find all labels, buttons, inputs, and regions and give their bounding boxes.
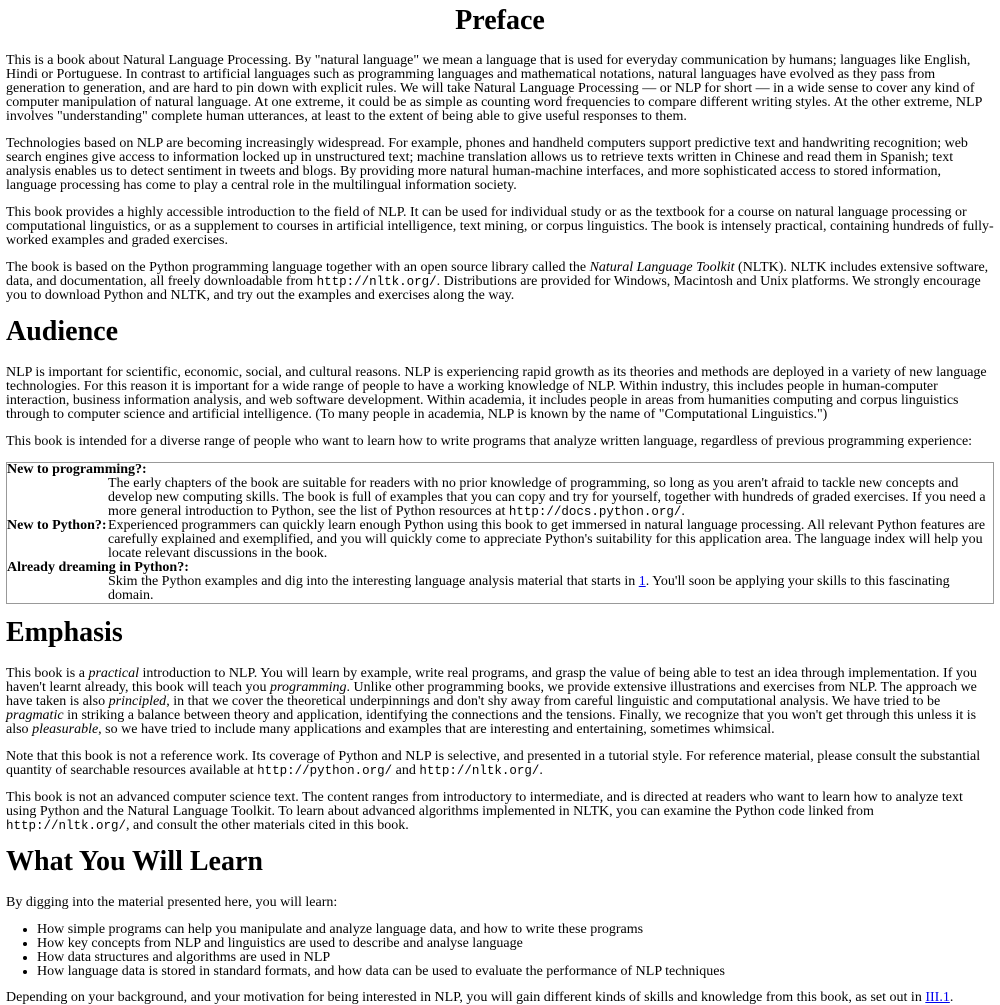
definition-term: New to Python?: xyxy=(7,518,107,533)
url-code: http://nltk.org/ xyxy=(316,275,437,289)
emphasis-word: principled xyxy=(108,694,167,709)
text-run: , so we have tried to include many applications and examples that are interesting and entertaining, sometimes whimsical. xyxy=(98,722,775,737)
definition-description: Experienced programmers can quickly learn enough Python using this book to get immersed in natural language processing. All relevant Python features are carefully explained and exemplified, and you will quickly come to appreciate Python's suitability for this application area. The language index will help you locate relevant discussions in the book. xyxy=(108,518,986,561)
definition-desc-row xyxy=(7,477,993,519)
text-run: The early chapters of the book are suitable for readers with no prior knowledge of programming, so long as you aren't afraid to tackle new concepts and develop new computing skills. The book is full of examples that you can copy and try for yourself, together with hundreds of graded exercises. If you need a more general introduction to Python, see the list of Python resources at xyxy=(108,476,986,519)
learn-outro xyxy=(6,991,994,1005)
definition-term-row xyxy=(7,463,993,477)
emphasis-paragraph-2 xyxy=(6,750,994,778)
intro-paragraph-3: This book provides a highly accessible introduction to the field of NLP. It can be used for individual study or as the textbook for a course on natural language processing or computational linguistics, or as a supplement to courses in artificial intelligence, text mining, or corpus linguistics. The book is intensely practical, containing hundreds of fully-worked examples and graded exercises. xyxy=(6,205,994,248)
learn-intro: By digging into the material presented here, you will learn: xyxy=(6,895,338,910)
definition-term: Already dreaming in Python?: xyxy=(7,560,189,575)
emphasis-paragraph-3 xyxy=(6,791,994,833)
section-heading-what-you-will-learn: What You Will Learn xyxy=(6,846,263,877)
text-run: . Unlike other programming books, we provide extensive illustrations and exercises from NLP. The approach we have taken is also xyxy=(6,680,977,709)
emphasis-word: pleasurable xyxy=(32,722,99,737)
text-run: in striking a balance between theory and application, identifying the connections and the tensions. Finally, we recognize that you won't get through this unless it is also xyxy=(6,708,977,737)
emphasis-paragraph-1 xyxy=(6,667,994,737)
url-code: http://python.org/ xyxy=(257,764,393,778)
page-title: Preface xyxy=(455,5,545,36)
audience-paragraph-2: This book is intended for a diverse range of people who want to learn how to write programs that analyze written language, regardless of previous programming experience: xyxy=(6,434,973,449)
url-code: http://docs.python.org/ xyxy=(508,505,682,519)
section-heading-audience: Audience xyxy=(6,316,118,347)
emphasis-word: programming xyxy=(270,680,347,695)
audience-definition-list xyxy=(6,462,994,604)
definition-term-row xyxy=(7,561,993,575)
url-code: http://nltk.org/ xyxy=(6,819,127,833)
text-run: , in that we cover the theoretical underpinnings and don't shy away from careful linguistic and computational analysis. We have tried to be xyxy=(166,694,941,709)
intro-paragraph-1: This is a book about Natural Language Processing. By "natural language" we mean a language that is used for everyday communication by humans; languages like English, Hindi or Portuguese. In contrast to artificial languages such as programming languages and mathematical notations, natural languages have evolved as they pass from generation to generation, and are hard to pin down with explicit rules. We will take Natural Language Processing — or NLP for short — in a wide sense to cover any kind of computer manipulation of natural language. At one extreme, it could be as simple as counting word frequencies to compare different writing styles. At the other extreme, NLP involves "understanding" complete human utterances, at least to the extent of being able to give useful responses to them. xyxy=(6,53,982,124)
section-heading-emphasis: Emphasis xyxy=(6,617,123,648)
definition-description xyxy=(7,575,993,603)
list-item: • How simple programs can help you manipulate and analyze language data, and how to write these programs xyxy=(37,923,994,937)
definition-description xyxy=(7,477,993,519)
definition-row xyxy=(7,519,993,561)
text-run: , and consult the other materials cited in this book. xyxy=(126,818,409,833)
list-item: • How key concepts from NLP and linguistics are used to describe and analyse language xyxy=(37,937,994,951)
text-run: . You'll soon be applying your skills to this fascinating domain. xyxy=(108,574,950,603)
audience-paragraph-1: NLP is important for scientific, economic, social, and cultural reasons. NLP is experiencing rapid growth as its theories and methods are deployed in a variety of new language technologies. For this reason it is important for a wide range of people to have a working knowledge of NLP. Within industry, this includes people in human-computer interaction, business information analysis, and web software development. Within academia, it includes people in areas from humanities computing and corpus linguistics through to computer science and artificial intelligence. (To many people in academia, NLP is known by the name of "Computational Linguistics.") xyxy=(6,365,987,422)
emphasis-word: pragmatic xyxy=(6,708,64,723)
text-run: Skim the Python examples and dig into the interesting language analysis material that starts in xyxy=(108,574,639,589)
text-run: Depending on your background, and your motivation for being interested in NLP, you will gain different kinds of skills and knowledge from this book, as set out in xyxy=(6,990,926,1005)
text-run: . xyxy=(539,763,543,778)
section-link[interactable]: III.1 xyxy=(925,990,950,1005)
url-code: http://nltk.org/ xyxy=(419,764,540,778)
text-run: Note that this book is not a reference work. Its coverage of Python and NLP is selective, and presented in a tutorial style. For reference material, please consult the substantial quantity of searchable resources available at xyxy=(6,749,981,778)
text-run: . xyxy=(681,504,685,519)
text-run: and xyxy=(392,763,420,778)
text-run: The book is based on the Python programming language together with an open source library called the xyxy=(6,260,590,275)
learn-list xyxy=(6,923,994,979)
definition-term: New to programming?: xyxy=(7,462,147,477)
emphasis-nltk: Natural Language Toolkit xyxy=(589,260,735,275)
text-run: . Distributions are provided for Windows, Macintosh and Unix platforms. We strongly encourage you to download Python and NLTK, and try out the examples and exercises along the way. xyxy=(6,274,981,303)
intro-paragraph-4 xyxy=(6,261,994,303)
intro-paragraph-2: Technologies based on NLP are becoming increasingly widespread. For example, phones and handheld computers support predictive text and handwriting recognition; web search engines give access to information locked up in unstructured text; machine translation allows us to retrieve texts written in Chinese and read them in Spanish; text analysis enables us to detect sentiment in tweets and blogs. By providing more natural human-machine interfaces, and more sophisticated access to stored information, language processing has come to play a central role in the multilingual information society. xyxy=(6,136,968,193)
definition-desc-row xyxy=(7,575,993,603)
definition-table xyxy=(7,463,993,603)
text-run: . xyxy=(949,990,954,1005)
text-run: This book is not an advanced computer science text. The content ranges from introductory to intermediate, and is directed at readers who want to learn how to analyze text using Python and the Natural Language Toolkit. To learn about advanced algorithms implemented in NLTK, you can examine the Python code linked from xyxy=(6,790,963,819)
text-run: This book is a xyxy=(6,666,89,681)
chapter-link[interactable]: 1 xyxy=(638,574,646,589)
emphasis-word: practical xyxy=(88,666,139,681)
list-item: • How data structures and algorithms are used in NLP xyxy=(37,951,994,965)
list-item: • How language data is stored in standard formats, and how data can be used to evaluate the performance of NLP techniques xyxy=(37,965,994,979)
text-run: (NLTK). NLTK includes extensive software, data, and documentation, all freely downloadable from xyxy=(6,260,989,289)
text-run: introduction to NLP. You will learn by example, write real programs, and grasp the value of being able to test an idea through implementation. If you haven't learnt already, this book will teach you xyxy=(6,666,977,695)
